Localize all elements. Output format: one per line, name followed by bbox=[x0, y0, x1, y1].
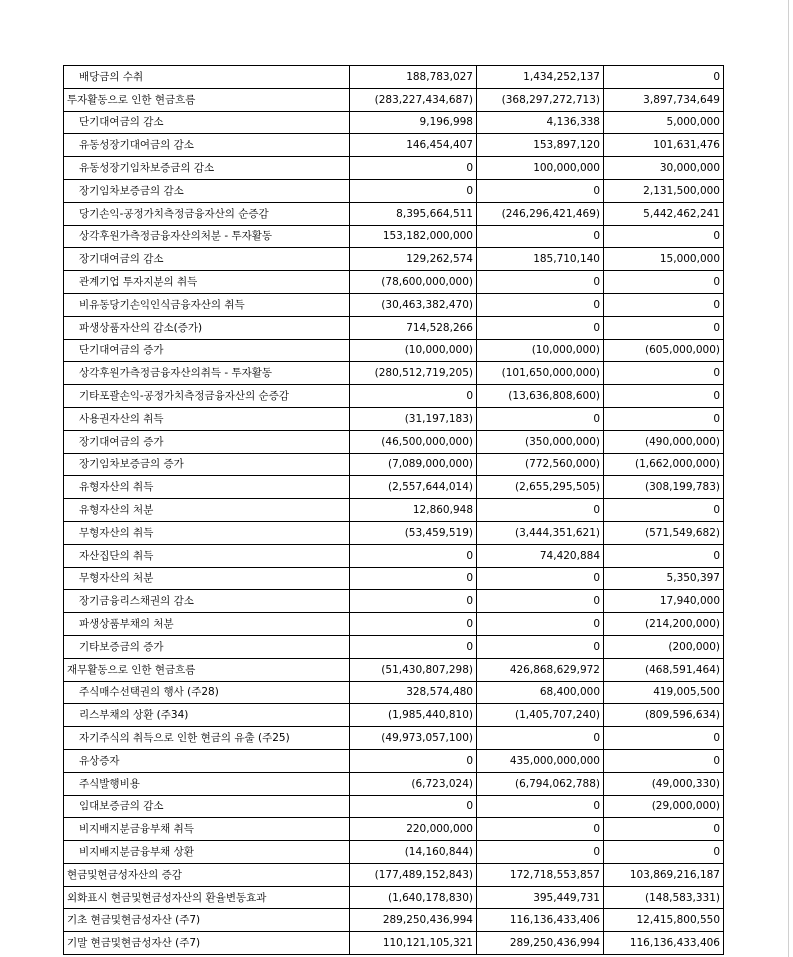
table-row bbox=[64, 795, 724, 818]
value-col-3: 5,350,397 bbox=[604, 567, 724, 590]
table-row bbox=[64, 293, 724, 316]
value-col-2: 395,449,731 bbox=[477, 886, 604, 909]
row-label: 주식매수선택권의 행사 (주28) bbox=[64, 681, 350, 704]
table-row bbox=[64, 362, 724, 385]
table-row bbox=[64, 385, 724, 408]
row-label: 상각후원가측정금융자산의처분 - 투자활동 bbox=[64, 225, 350, 248]
value-col-1: (14,160,844) bbox=[350, 841, 477, 864]
row-label: 유형자산의 처분 bbox=[64, 499, 350, 522]
table-row bbox=[64, 339, 724, 362]
value-col-2: 0 bbox=[477, 567, 604, 590]
value-col-1: 0 bbox=[350, 567, 477, 590]
table-row bbox=[64, 727, 724, 750]
value-col-1: 0 bbox=[350, 795, 477, 818]
value-col-2: 0 bbox=[477, 635, 604, 658]
value-col-2: (350,000,000) bbox=[477, 430, 604, 453]
value-col-1: 0 bbox=[350, 613, 477, 636]
value-col-1: 153,182,000,000 bbox=[350, 225, 477, 248]
value-col-2: (2,655,295,505) bbox=[477, 476, 604, 499]
value-col-1: (51,430,807,298) bbox=[350, 658, 477, 681]
value-col-1: 12,860,948 bbox=[350, 499, 477, 522]
value-col-3: 0 bbox=[604, 544, 724, 567]
value-col-3: 15,000,000 bbox=[604, 248, 724, 271]
value-col-2: (101,650,000,000) bbox=[477, 362, 604, 385]
table-row bbox=[64, 681, 724, 704]
row-label: 기타포괄손익-공정가치측정금융자산의 순증감 bbox=[64, 385, 350, 408]
value-col-1: 0 bbox=[350, 749, 477, 772]
row-label: 유상증자 bbox=[64, 749, 350, 772]
value-col-2: 100,000,000 bbox=[477, 157, 604, 180]
row-label: 장기대여금의 감소 bbox=[64, 248, 350, 271]
value-col-2: 0 bbox=[477, 225, 604, 248]
value-col-2: 0 bbox=[477, 613, 604, 636]
value-col-2: 0 bbox=[477, 293, 604, 316]
value-col-1: (177,489,152,843) bbox=[350, 863, 477, 886]
value-col-3: 3,897,734,649 bbox=[604, 88, 724, 111]
value-col-3: 0 bbox=[604, 841, 724, 864]
value-col-3: (1,662,000,000) bbox=[604, 453, 724, 476]
value-col-1: 146,454,407 bbox=[350, 134, 477, 157]
value-col-3: 419,005,500 bbox=[604, 681, 724, 704]
row-label: 임대보증금의 감소 bbox=[64, 795, 350, 818]
value-col-3: 0 bbox=[604, 316, 724, 339]
value-col-2: 74,420,884 bbox=[477, 544, 604, 567]
value-col-2: 289,250,436,994 bbox=[477, 932, 604, 955]
value-col-2: 0 bbox=[477, 795, 604, 818]
value-col-1: 0 bbox=[350, 590, 477, 613]
value-col-3: 0 bbox=[604, 818, 724, 841]
row-label: 배당금의 수취 bbox=[64, 66, 350, 89]
section-total-row bbox=[64, 909, 724, 932]
value-col-1: 220,000,000 bbox=[350, 818, 477, 841]
value-col-1: (280,512,719,205) bbox=[350, 362, 477, 385]
row-label: 리스부채의 상환 (주34) bbox=[64, 704, 350, 727]
value-col-1: 289,250,436,994 bbox=[350, 909, 477, 932]
table-row bbox=[64, 430, 724, 453]
value-col-2: (772,560,000) bbox=[477, 453, 604, 476]
value-col-3: 0 bbox=[604, 271, 724, 294]
table-row bbox=[64, 704, 724, 727]
value-col-1: (1,985,440,810) bbox=[350, 704, 477, 727]
row-label: 유동성장기임차보증금의 감소 bbox=[64, 157, 350, 180]
value-col-3: (49,000,330) bbox=[604, 772, 724, 795]
value-col-2: 153,897,120 bbox=[477, 134, 604, 157]
value-col-2: (13,636,808,600) bbox=[477, 385, 604, 408]
row-label: 비지배지분금융부채 상환 bbox=[64, 841, 350, 864]
value-col-1: 188,783,027 bbox=[350, 66, 477, 89]
cash-flow-table bbox=[63, 65, 724, 955]
row-label: 기말 현금및현금성자산 (주7) bbox=[64, 932, 350, 955]
table-row bbox=[64, 499, 724, 522]
value-col-3: 0 bbox=[604, 407, 724, 430]
value-col-1: 8,395,664,511 bbox=[350, 202, 477, 225]
value-col-2: 435,000,000,000 bbox=[477, 749, 604, 772]
value-col-1: (1,640,178,830) bbox=[350, 886, 477, 909]
row-label: 무형자산의 취득 bbox=[64, 521, 350, 544]
value-col-3: 12,415,800,550 bbox=[604, 909, 724, 932]
value-col-1: 714,528,266 bbox=[350, 316, 477, 339]
row-label: 장기임차보증금의 증가 bbox=[64, 453, 350, 476]
value-col-3: 116,136,433,406 bbox=[604, 932, 724, 955]
table-row bbox=[64, 271, 724, 294]
value-col-3: (148,583,331) bbox=[604, 886, 724, 909]
value-col-2: 185,710,140 bbox=[477, 248, 604, 271]
row-label: 단기대여금의 증가 bbox=[64, 339, 350, 362]
value-col-3: (571,549,682) bbox=[604, 521, 724, 544]
value-col-2: (1,405,707,240) bbox=[477, 704, 604, 727]
row-label: 자산집단의 취득 bbox=[64, 544, 350, 567]
value-col-3: (809,596,634) bbox=[604, 704, 724, 727]
value-col-1: (46,500,000,000) bbox=[350, 430, 477, 453]
row-label: 비지배지분금융부채 취득 bbox=[64, 818, 350, 841]
table-row bbox=[64, 157, 724, 180]
table-row bbox=[64, 407, 724, 430]
cash-flow-table-body bbox=[64, 66, 724, 955]
row-label: 투자활동으로 인한 현금흐름 bbox=[64, 88, 350, 111]
value-col-3: 30,000,000 bbox=[604, 157, 724, 180]
row-label: 유형자산의 취득 bbox=[64, 476, 350, 499]
value-col-1: (6,723,024) bbox=[350, 772, 477, 795]
page-edge-divider bbox=[788, 0, 789, 957]
value-col-1: (30,463,382,470) bbox=[350, 293, 477, 316]
row-label: 파생상품자산의 감소(증가) bbox=[64, 316, 350, 339]
value-col-3: (200,000) bbox=[604, 635, 724, 658]
value-col-3: 2,131,500,000 bbox=[604, 179, 724, 202]
value-col-3: (490,000,000) bbox=[604, 430, 724, 453]
value-col-3: (29,000,000) bbox=[604, 795, 724, 818]
value-col-2: 0 bbox=[477, 590, 604, 613]
table-row bbox=[64, 202, 724, 225]
value-col-2: 1,434,252,137 bbox=[477, 66, 604, 89]
table-row bbox=[64, 749, 724, 772]
table-row bbox=[64, 66, 724, 89]
table-row bbox=[64, 772, 724, 795]
table-row bbox=[64, 635, 724, 658]
value-col-1: (2,557,644,014) bbox=[350, 476, 477, 499]
value-col-3: 103,869,216,187 bbox=[604, 863, 724, 886]
value-col-2: 116,136,433,406 bbox=[477, 909, 604, 932]
table-row bbox=[64, 316, 724, 339]
value-col-1: 0 bbox=[350, 635, 477, 658]
value-col-2: 0 bbox=[477, 818, 604, 841]
row-label: 장기대여금의 증가 bbox=[64, 430, 350, 453]
row-label: 주식발행비용 bbox=[64, 772, 350, 795]
value-col-2: 0 bbox=[477, 727, 604, 750]
table-row bbox=[64, 248, 724, 271]
value-col-1: 9,196,998 bbox=[350, 111, 477, 134]
value-col-1: (49,973,057,100) bbox=[350, 727, 477, 750]
value-col-2: (246,296,421,469) bbox=[477, 202, 604, 225]
value-col-3: (468,591,464) bbox=[604, 658, 724, 681]
row-label: 유동성장기대여금의 감소 bbox=[64, 134, 350, 157]
value-col-1: 328,574,480 bbox=[350, 681, 477, 704]
value-col-2: 4,136,338 bbox=[477, 111, 604, 134]
row-label: 외화표시 현금및현금성자산의 환율변동효과 bbox=[64, 886, 350, 909]
row-label: 관계기업 투자지분의 취득 bbox=[64, 271, 350, 294]
row-label: 사용권자산의 취득 bbox=[64, 407, 350, 430]
table-row bbox=[64, 590, 724, 613]
value-col-1: 0 bbox=[350, 157, 477, 180]
table-row bbox=[64, 225, 724, 248]
value-col-1: 0 bbox=[350, 385, 477, 408]
value-col-2: 0 bbox=[477, 271, 604, 294]
value-col-2: 0 bbox=[477, 316, 604, 339]
value-col-3: 101,631,476 bbox=[604, 134, 724, 157]
value-col-2: 0 bbox=[477, 841, 604, 864]
row-label: 재무활동으로 인한 현금흐름 bbox=[64, 658, 350, 681]
table-row bbox=[64, 521, 724, 544]
value-col-3: 5,442,462,241 bbox=[604, 202, 724, 225]
table-row bbox=[64, 111, 724, 134]
value-col-2: 426,868,629,972 bbox=[477, 658, 604, 681]
value-col-1: 0 bbox=[350, 179, 477, 202]
value-col-3: 0 bbox=[604, 293, 724, 316]
value-col-3: (214,200,000) bbox=[604, 613, 724, 636]
value-col-3: 0 bbox=[604, 727, 724, 750]
value-col-1: 129,262,574 bbox=[350, 248, 477, 271]
row-label: 파생상품부채의 처분 bbox=[64, 613, 350, 636]
value-col-3: 5,000,000 bbox=[604, 111, 724, 134]
table-row bbox=[64, 567, 724, 590]
table-row bbox=[64, 818, 724, 841]
value-col-1: (31,197,183) bbox=[350, 407, 477, 430]
row-label: 현금및현금성자산의 증감 bbox=[64, 863, 350, 886]
table-row bbox=[64, 841, 724, 864]
value-col-2: 0 bbox=[477, 499, 604, 522]
value-col-2: (368,297,272,713) bbox=[477, 88, 604, 111]
table-row bbox=[64, 613, 724, 636]
value-col-3: 0 bbox=[604, 66, 724, 89]
section-total-row bbox=[64, 886, 724, 909]
value-col-1: (10,000,000) bbox=[350, 339, 477, 362]
value-col-3: 0 bbox=[604, 385, 724, 408]
table-row bbox=[64, 134, 724, 157]
value-col-2: 172,718,553,857 bbox=[477, 863, 604, 886]
row-label: 기초 현금및현금성자산 (주7) bbox=[64, 909, 350, 932]
value-col-2: 0 bbox=[477, 407, 604, 430]
row-label: 무형자산의 처분 bbox=[64, 567, 350, 590]
value-col-1: (283,227,434,687) bbox=[350, 88, 477, 111]
value-col-1: (78,600,000,000) bbox=[350, 271, 477, 294]
row-label: 장기금융리스채권의 감소 bbox=[64, 590, 350, 613]
row-label: 자기주식의 취득으로 인한 현금의 유출 (주25) bbox=[64, 727, 350, 750]
section-total-row bbox=[64, 658, 724, 681]
value-col-3: 0 bbox=[604, 499, 724, 522]
row-label: 장기임차보증금의 감소 bbox=[64, 179, 350, 202]
value-col-3: (308,199,783) bbox=[604, 476, 724, 499]
value-col-3: 0 bbox=[604, 225, 724, 248]
section-total-row bbox=[64, 932, 724, 955]
section-total-row bbox=[64, 88, 724, 111]
value-col-1: (7,089,000,000) bbox=[350, 453, 477, 476]
row-label: 비유동당기손익인식금융자산의 취득 bbox=[64, 293, 350, 316]
value-col-2: 68,400,000 bbox=[477, 681, 604, 704]
value-col-3: (605,000,000) bbox=[604, 339, 724, 362]
row-label: 기타보증금의 증가 bbox=[64, 635, 350, 658]
value-col-3: 17,940,000 bbox=[604, 590, 724, 613]
value-col-1: (53,459,519) bbox=[350, 521, 477, 544]
value-col-2: (10,000,000) bbox=[477, 339, 604, 362]
row-label: 상각후원가측정금융자산의취득 - 투자활동 bbox=[64, 362, 350, 385]
table-row bbox=[64, 476, 724, 499]
value-col-2: (6,794,062,788) bbox=[477, 772, 604, 795]
value-col-1: 0 bbox=[350, 544, 477, 567]
table-row bbox=[64, 544, 724, 567]
table-row bbox=[64, 179, 724, 202]
value-col-3: 0 bbox=[604, 749, 724, 772]
value-col-2: (3,444,351,621) bbox=[477, 521, 604, 544]
section-total-row bbox=[64, 863, 724, 886]
row-label: 당기손익-공정가치측정금융자산의 순증감 bbox=[64, 202, 350, 225]
value-col-2: 0 bbox=[477, 179, 604, 202]
table-row bbox=[64, 453, 724, 476]
row-label: 단기대여금의 감소 bbox=[64, 111, 350, 134]
value-col-1: 110,121,105,321 bbox=[350, 932, 477, 955]
value-col-3: 0 bbox=[604, 362, 724, 385]
